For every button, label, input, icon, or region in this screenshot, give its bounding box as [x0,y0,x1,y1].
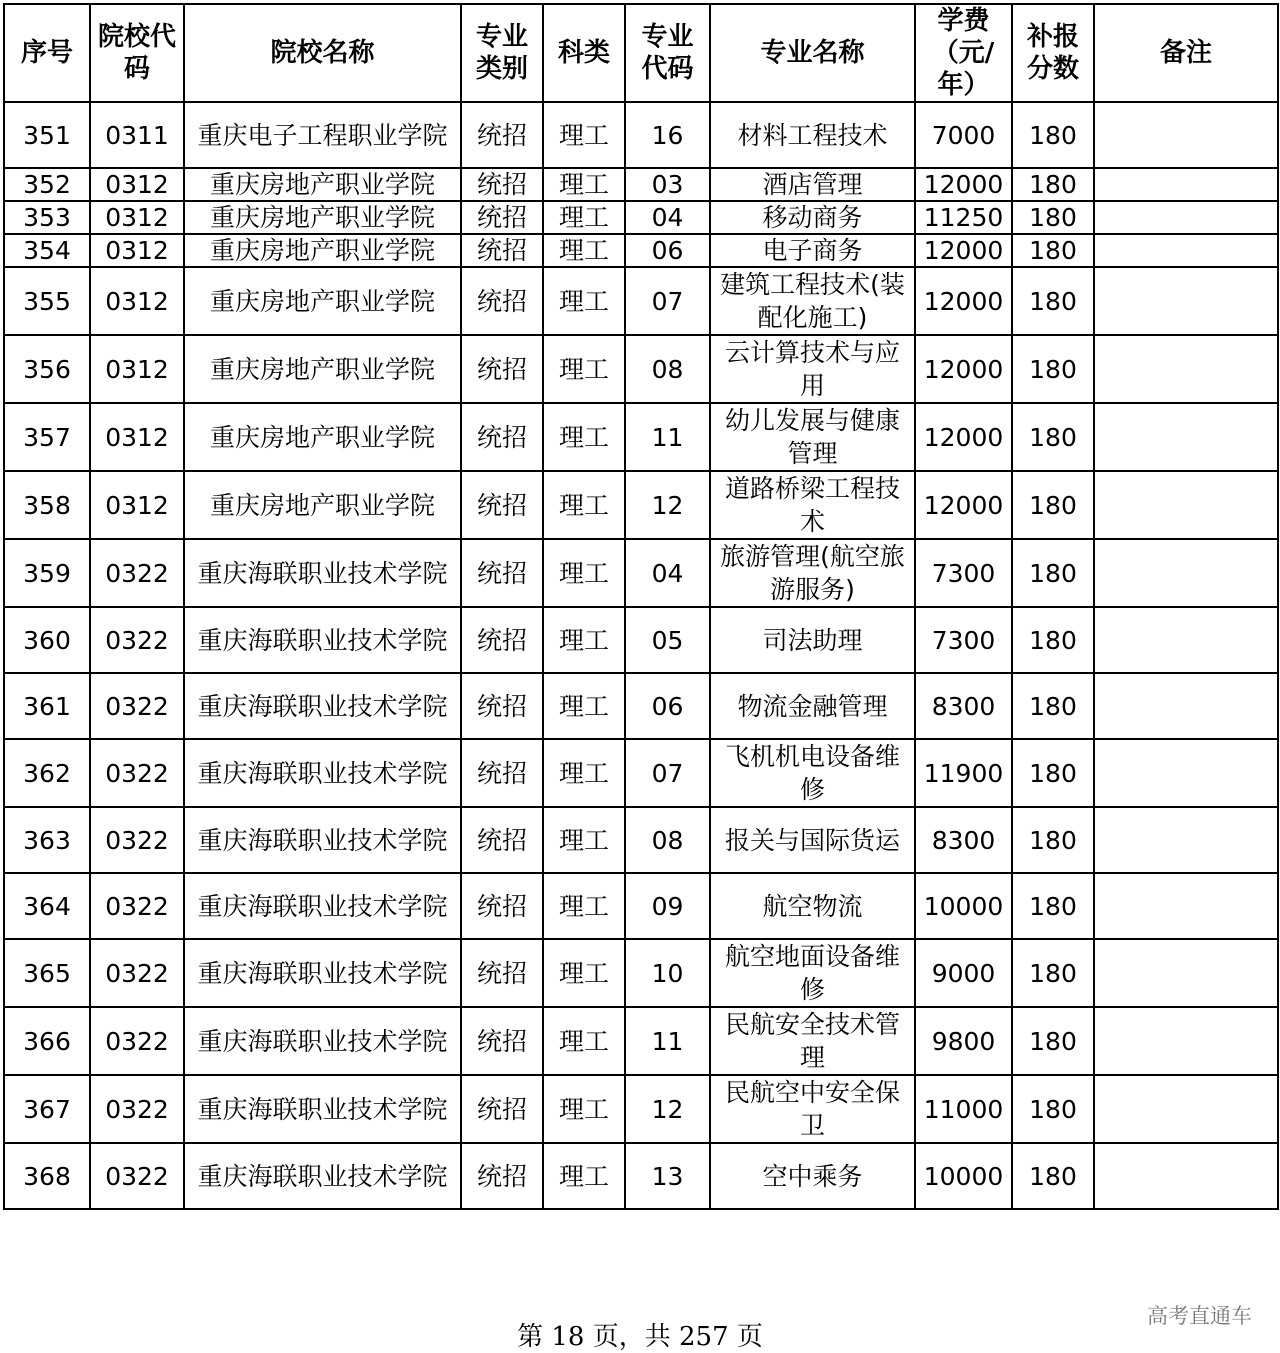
cell-score: 180 [1012,939,1094,1007]
cell-school-name: 重庆房地产职业学院 [184,335,461,403]
cell-tuition: 10000 [915,873,1012,939]
cell-subject: 理工 [543,807,625,873]
cell-subject: 理工 [543,267,625,335]
cell-tuition: 11000 [915,1075,1012,1143]
cell-note [1094,1075,1278,1143]
cell-seq: 351 [4,102,90,168]
cell-seq: 356 [4,335,90,403]
cell-major-name: 民航空中安全保卫 [710,1075,915,1143]
cell-major-name: 航空地面设备维修 [710,939,915,1007]
cell-score: 180 [1012,471,1094,539]
cell-major-code: 12 [625,471,710,539]
cell-score: 180 [1012,1143,1094,1209]
table-row [4,234,1278,267]
cell-subject: 理工 [543,1007,625,1075]
cell-tuition: 7000 [915,102,1012,168]
table-row [4,168,1278,201]
cell-subject: 理工 [543,939,625,1007]
cell-subject: 理工 [543,201,625,234]
cell-seq: 360 [4,607,90,673]
cell-subject: 理工 [543,539,625,607]
header-seq: 序号 [4,4,90,102]
cell-school-name: 重庆房地产职业学院 [184,471,461,539]
header-school-code: 院校代码 [90,4,184,102]
header-major-name: 专业名称 [710,4,915,102]
cell-seq: 358 [4,471,90,539]
cell-category: 统招 [461,873,543,939]
cell-major-name: 航空物流 [710,873,915,939]
cell-seq: 364 [4,873,90,939]
cell-seq: 361 [4,673,90,739]
cell-school-code: 0312 [90,201,184,234]
cell-school-name: 重庆海联职业技术学院 [184,807,461,873]
cell-subject: 理工 [543,335,625,403]
cell-major-code: 11 [625,403,710,471]
cell-major-code: 06 [625,234,710,267]
watermark-logo: 高考直通车 [1147,1304,1252,1328]
cell-school-code: 0322 [90,1075,184,1143]
admission-table [3,3,1279,1210]
cell-major-code: 07 [625,739,710,807]
cell-category: 统招 [461,201,543,234]
cell-major-name: 民航安全技术管理 [710,1007,915,1075]
cell-tuition: 7300 [915,607,1012,673]
cell-school-name: 重庆海联职业技术学院 [184,673,461,739]
table-row [4,939,1278,1007]
cell-school-name: 重庆海联职业技术学院 [184,1075,461,1143]
cell-major-name: 幼儿发展与健康管理 [710,403,915,471]
cell-category: 统招 [461,234,543,267]
cell-subject: 理工 [543,1075,625,1143]
cell-score: 180 [1012,1007,1094,1075]
table-row [4,807,1278,873]
cell-school-code: 0322 [90,539,184,607]
header-category: 专业类别 [461,4,543,102]
table-body [4,102,1278,1209]
cell-major-code: 04 [625,539,710,607]
header-major-code: 专业代码 [625,4,710,102]
cell-tuition: 12000 [915,267,1012,335]
cell-major-code: 05 [625,607,710,673]
cell-seq: 357 [4,403,90,471]
cell-score: 180 [1012,739,1094,807]
cell-tuition: 12000 [915,471,1012,539]
cell-school-name: 重庆房地产职业学院 [184,403,461,471]
header-subject: 科类 [543,4,625,102]
cell-seq: 359 [4,539,90,607]
cell-note [1094,939,1278,1007]
cell-category: 统招 [461,607,543,673]
cell-major-code: 03 [625,168,710,201]
cell-major-name: 酒店管理 [710,168,915,201]
cell-category: 统招 [461,1007,543,1075]
table-row [4,673,1278,739]
cell-major-name: 报关与国际货运 [710,807,915,873]
cell-school-code: 0312 [90,267,184,335]
cell-major-name: 物流金融管理 [710,673,915,739]
cell-category: 统招 [461,335,543,403]
cell-school-code: 0322 [90,1143,184,1209]
cell-score: 180 [1012,607,1094,673]
cell-seq: 368 [4,1143,90,1209]
cell-subject: 理工 [543,1143,625,1209]
cell-school-code: 0322 [90,673,184,739]
cell-major-name: 旅游管理(航空旅游服务) [710,539,915,607]
cell-score: 180 [1012,335,1094,403]
cell-school-name: 重庆房地产职业学院 [184,234,461,267]
cell-school-name: 重庆房地产职业学院 [184,267,461,335]
cell-major-code: 06 [625,673,710,739]
cell-school-name: 重庆房地产职业学院 [184,168,461,201]
cell-note [1094,403,1278,471]
cell-note [1094,335,1278,403]
cell-note [1094,471,1278,539]
cell-school-code: 0311 [90,102,184,168]
cell-school-name: 重庆海联职业技术学院 [184,873,461,939]
cell-major-name: 电子商务 [710,234,915,267]
table-row [4,607,1278,673]
header-score: 补报分数 [1012,4,1094,102]
table-row [4,539,1278,607]
cell-tuition: 8300 [915,807,1012,873]
cell-tuition: 11900 [915,739,1012,807]
cell-school-name: 重庆海联职业技术学院 [184,939,461,1007]
cell-school-code: 0322 [90,873,184,939]
cell-score: 180 [1012,102,1094,168]
header-tuition: 学费（元/年） [915,4,1012,102]
cell-seq: 365 [4,939,90,1007]
cell-note [1094,1007,1278,1075]
cell-seq: 354 [4,234,90,267]
cell-subject: 理工 [543,168,625,201]
cell-seq: 367 [4,1075,90,1143]
table-row [4,1143,1278,1209]
cell-category: 统招 [461,471,543,539]
cell-major-name: 空中乘务 [710,1143,915,1209]
cell-school-code: 0312 [90,168,184,201]
cell-school-code: 0312 [90,403,184,471]
cell-note [1094,234,1278,267]
cell-school-name: 重庆海联职业技术学院 [184,1143,461,1209]
table-row [4,403,1278,471]
cell-score: 180 [1012,403,1094,471]
cell-school-code: 0322 [90,607,184,673]
cell-category: 统招 [461,939,543,1007]
cell-note [1094,102,1278,168]
cell-school-code: 0322 [90,1007,184,1075]
table-row [4,201,1278,234]
cell-major-code: 08 [625,807,710,873]
cell-tuition: 9800 [915,1007,1012,1075]
cell-major-name: 飞机机电设备维修 [710,739,915,807]
cell-category: 统招 [461,168,543,201]
cell-school-code: 0322 [90,739,184,807]
cell-major-code: 13 [625,1143,710,1209]
cell-subject: 理工 [543,234,625,267]
cell-subject: 理工 [543,873,625,939]
cell-score: 180 [1012,234,1094,267]
table-row [4,873,1278,939]
cell-major-code: 08 [625,335,710,403]
cell-tuition: 12000 [915,234,1012,267]
table-row [4,471,1278,539]
table-row [4,1007,1278,1075]
cell-major-code: 04 [625,201,710,234]
table-row [4,102,1278,168]
cell-score: 180 [1012,267,1094,335]
cell-category: 统招 [461,1143,543,1209]
cell-tuition: 11250 [915,201,1012,234]
cell-subject: 理工 [543,403,625,471]
cell-school-code: 0322 [90,939,184,1007]
cell-school-code: 0312 [90,335,184,403]
cell-school-name: 重庆房地产职业学院 [184,201,461,234]
cell-category: 统招 [461,403,543,471]
cell-major-code: 07 [625,267,710,335]
cell-major-name: 司法助理 [710,607,915,673]
cell-category: 统招 [461,102,543,168]
cell-school-code: 0312 [90,234,184,267]
table-row [4,739,1278,807]
cell-category: 统招 [461,1075,543,1143]
cell-subject: 理工 [543,673,625,739]
cell-tuition: 9000 [915,939,1012,1007]
cell-school-code: 0312 [90,471,184,539]
cell-school-code: 0322 [90,807,184,873]
table-row [4,1075,1278,1143]
cell-category: 统招 [461,673,543,739]
table-row [4,335,1278,403]
header-note: 备注 [1094,4,1278,102]
header-school-name: 院校名称 [184,4,461,102]
cell-subject: 理工 [543,607,625,673]
cell-score: 180 [1012,539,1094,607]
cell-note [1094,673,1278,739]
cell-seq: 355 [4,267,90,335]
cell-note [1094,607,1278,673]
cell-score: 180 [1012,1075,1094,1143]
cell-tuition: 7300 [915,539,1012,607]
cell-school-name: 重庆电子工程职业学院 [184,102,461,168]
cell-major-code: 10 [625,939,710,1007]
cell-seq: 352 [4,168,90,201]
cell-subject: 理工 [543,471,625,539]
cell-school-name: 重庆海联职业技术学院 [184,539,461,607]
cell-note [1094,739,1278,807]
cell-note [1094,807,1278,873]
cell-major-code: 09 [625,873,710,939]
cell-tuition: 8300 [915,673,1012,739]
cell-note [1094,873,1278,939]
cell-major-name: 云计算技术与应用 [710,335,915,403]
cell-subject: 理工 [543,102,625,168]
cell-score: 180 [1012,873,1094,939]
cell-note [1094,201,1278,234]
cell-score: 180 [1012,201,1094,234]
cell-score: 180 [1012,673,1094,739]
cell-category: 统招 [461,807,543,873]
cell-major-name: 建筑工程技术(装配化施工) [710,267,915,335]
cell-tuition: 10000 [915,1143,1012,1209]
header-row [4,4,1278,102]
cell-seq: 363 [4,807,90,873]
cell-major-name: 材料工程技术 [710,102,915,168]
cell-score: 180 [1012,168,1094,201]
cell-major-name: 道路桥梁工程技术 [710,471,915,539]
cell-seq: 366 [4,1007,90,1075]
cell-school-name: 重庆海联职业技术学院 [184,1007,461,1075]
cell-subject: 理工 [543,739,625,807]
cell-note [1094,539,1278,607]
cell-tuition: 12000 [915,403,1012,471]
cell-major-code: 12 [625,1075,710,1143]
cell-note [1094,168,1278,201]
cell-seq: 353 [4,201,90,234]
cell-major-code: 16 [625,102,710,168]
cell-note [1094,1143,1278,1209]
cell-major-code: 11 [625,1007,710,1075]
cell-major-name: 移动商务 [710,201,915,234]
cell-note [1094,267,1278,335]
table-row [4,267,1278,335]
cell-category: 统招 [461,739,543,807]
page-footer: 第 18 页，共 257 页 [517,1322,763,1352]
cell-category: 统招 [461,539,543,607]
cell-category: 统招 [461,267,543,335]
cell-tuition: 12000 [915,335,1012,403]
cell-seq: 362 [4,739,90,807]
cell-school-name: 重庆海联职业技术学院 [184,607,461,673]
cell-tuition: 12000 [915,168,1012,201]
cell-school-name: 重庆海联职业技术学院 [184,739,461,807]
cell-score: 180 [1012,807,1094,873]
